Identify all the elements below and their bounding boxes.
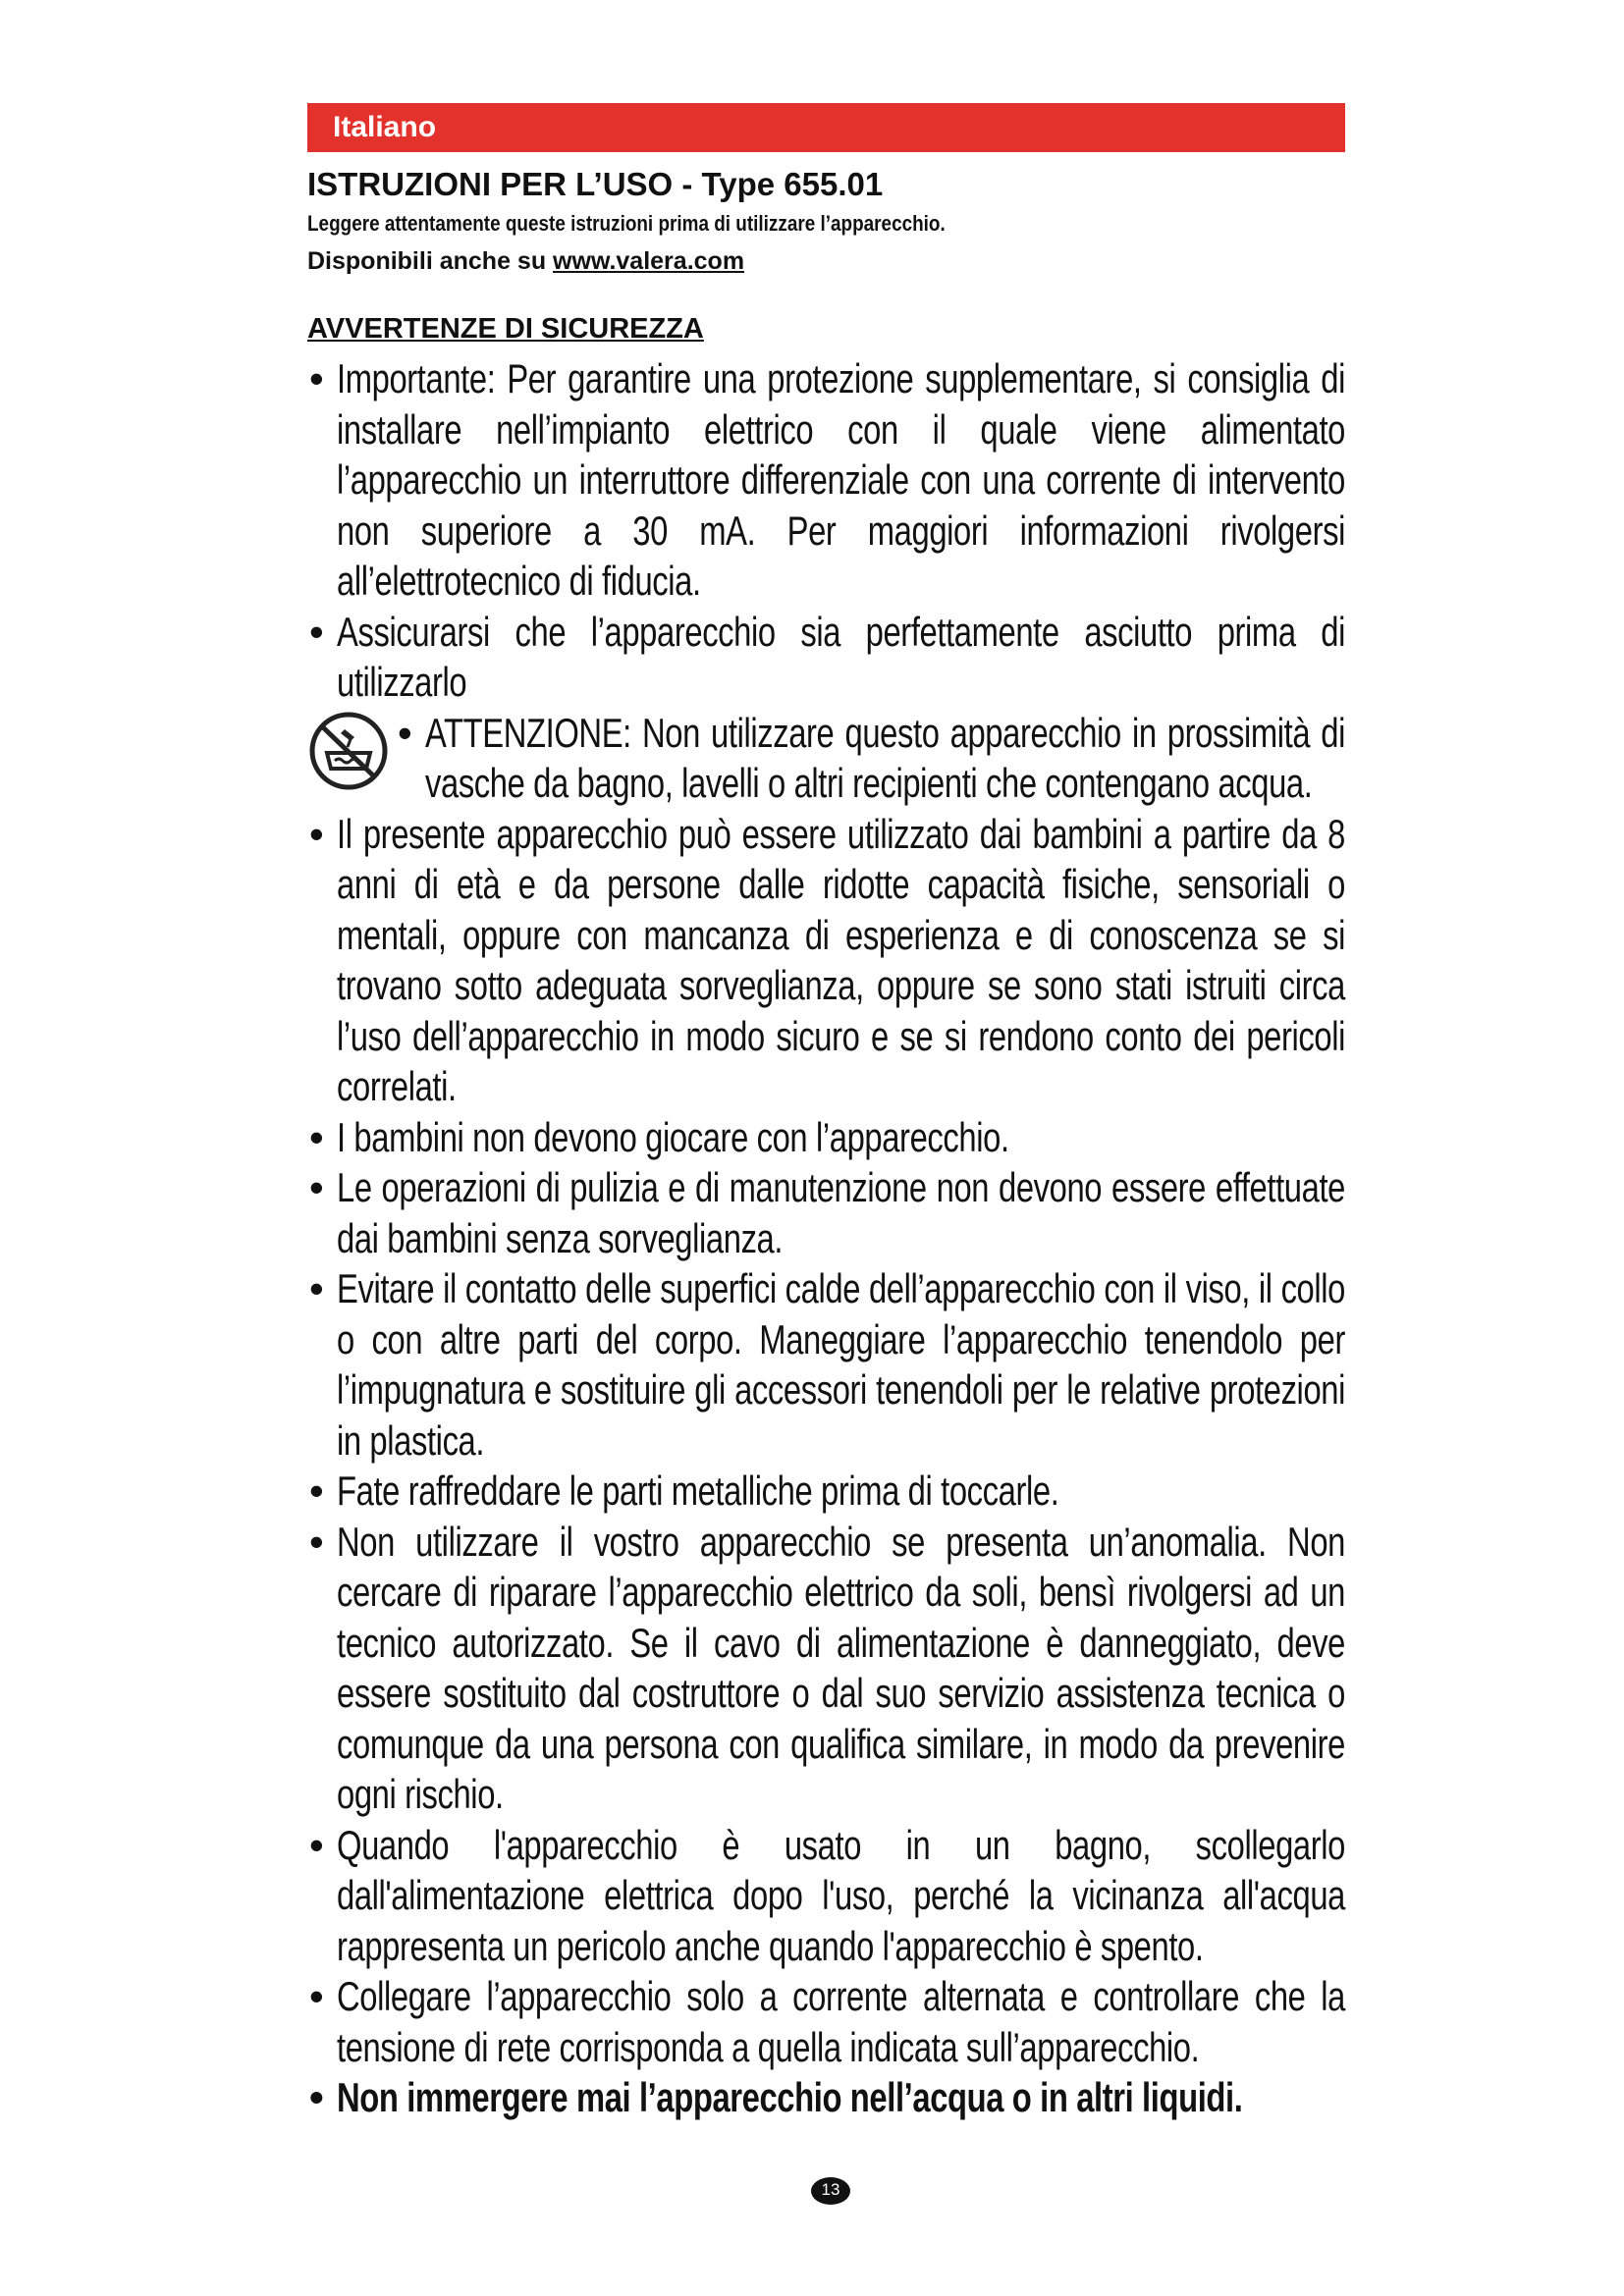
warning-text: Collegare l’apparecchio solo a corrente alternata e controllare che la tensione di rete corrisponda a quella indicata sull’apparecchio. — [337, 1973, 1345, 2070]
warning-item-bathtub — [307, 708, 1345, 809]
bullet: • — [309, 1468, 324, 1514]
warning-item — [307, 1820, 1345, 1972]
warning-item — [307, 607, 1345, 708]
safety-warnings-list — [307, 353, 1345, 2123]
warning-text: Il presente apparecchio può essere utilizzato dai bambini a partire da 8 anni di età e da persone dalle ridotte capacità fisiche, sensoriali o mentali, oppure con mancanza di esperienza e di conoscenza se si trovano sotto adeguata sorveglianza, oppure se sono stati istruiti circa l’uso dell’apparecchio in modo sicuro e se si rendono conto dei pericoli correlati. — [337, 810, 1345, 1109]
availability-line — [307, 245, 744, 277]
warning-item — [307, 1466, 1345, 1517]
page-number: 13 — [811, 2177, 850, 2205]
warning-text: Importante: Per garantire una protezione supplementare, si consiglia di installare nell’impianto elettrico con il quale viene alimentato l’apparecchio un interruttore differenziale con una corrente di intervento non superiore a 30 mA. Per maggiori informazioni rivolgersi all’elettrotecnico di fiducia. — [337, 355, 1345, 604]
bullet: • — [398, 709, 412, 756]
bullet: • — [309, 1113, 324, 1160]
warning-text: Non immergere mai l’apparecchio nell’acqua o in altri liquidi. — [337, 2074, 1243, 2120]
read-instructions-note: Leggere attentamente queste istruzioni prima di utilizzare l’apparecchio. — [307, 211, 946, 236]
warning-item — [307, 1112, 1345, 1163]
warning-item-immersion — [307, 2072, 1345, 2123]
bullet: • — [309, 2074, 324, 2120]
warning-item — [307, 1263, 1345, 1466]
warning-text: Assicurarsi che l’apparecchio sia perfettamente asciutto prima di utilizzarlo — [337, 608, 1345, 705]
warning-text: Quando l'apparecchio è usato in un bagno, scollegarlo dall'alimentazione elettrica dopo l'uso, perché la vicinanza all'acqua rappresenta un pericolo anche quando l'apparecchio è spento. — [337, 1821, 1345, 1969]
availability-prefix: Disponibili anche su — [307, 247, 554, 275]
bullet: • — [309, 608, 324, 655]
warning-text: Non utilizzare il vostro apparecchio se presenta un’anomalia. Non cercare di riparare l’apparecchio elettrico da soli, bensì rivolgersi ad un tecnico autorizzato. Se il cavo di alimentazione è danneggiato, deve essere sostituito dal costruttore o dal suo servizio assistenza tecnica o comunque da una persona con qualifica similare, in modo da prevenire ogni rischio. — [337, 1518, 1345, 1817]
warning-item — [307, 1517, 1345, 1820]
bullet: • — [309, 1265, 324, 1311]
bullet: • — [309, 1973, 324, 2019]
bullet: • — [309, 355, 324, 401]
warning-item — [307, 1971, 1345, 2072]
bullet: • — [309, 810, 324, 857]
no-bathtub-water-icon — [307, 710, 390, 792]
website-link[interactable]: www.valera.com — [553, 247, 745, 275]
bullet: • — [309, 1821, 324, 1868]
warning-item — [307, 1162, 1345, 1263]
language-label: Italiano — [307, 103, 1345, 152]
document-title: ISTRUZIONI PER L’USO - Type 655.01 — [307, 166, 884, 202]
warning-item — [307, 353, 1345, 607]
warning-text: ATTENZIONE: Non utilizzare questo apparecchio in prossimità di vasche da bagno, lavelli o altri recipienti che contengano acqua. — [425, 709, 1345, 806]
warning-text: Fate raffreddare le parti metalliche prima di toccarle. — [337, 1468, 1059, 1514]
warning-text: I bambini non devono giocare con l’apparecchio. — [337, 1113, 1009, 1160]
warning-text: Evitare il contatto delle superfici calde dell’apparecchio con il viso, il collo o con altre parti del corpo. Maneggiare l’apparecchio tenendolo per l’impugnatura e sostituire gli accessori tenendoli per le relative protezioni in plastica. — [337, 1265, 1345, 1464]
warning-text: Le operazioni di pulizia e di manutenzione non devono essere effettuate dai bambini senza sorveglianza. — [337, 1164, 1345, 1261]
bullet: • — [309, 1164, 324, 1210]
section-heading: AVVERTENZE DI SICUREZZA — [307, 313, 704, 345]
warning-item — [307, 809, 1345, 1112]
bullet: • — [309, 1518, 324, 1565]
